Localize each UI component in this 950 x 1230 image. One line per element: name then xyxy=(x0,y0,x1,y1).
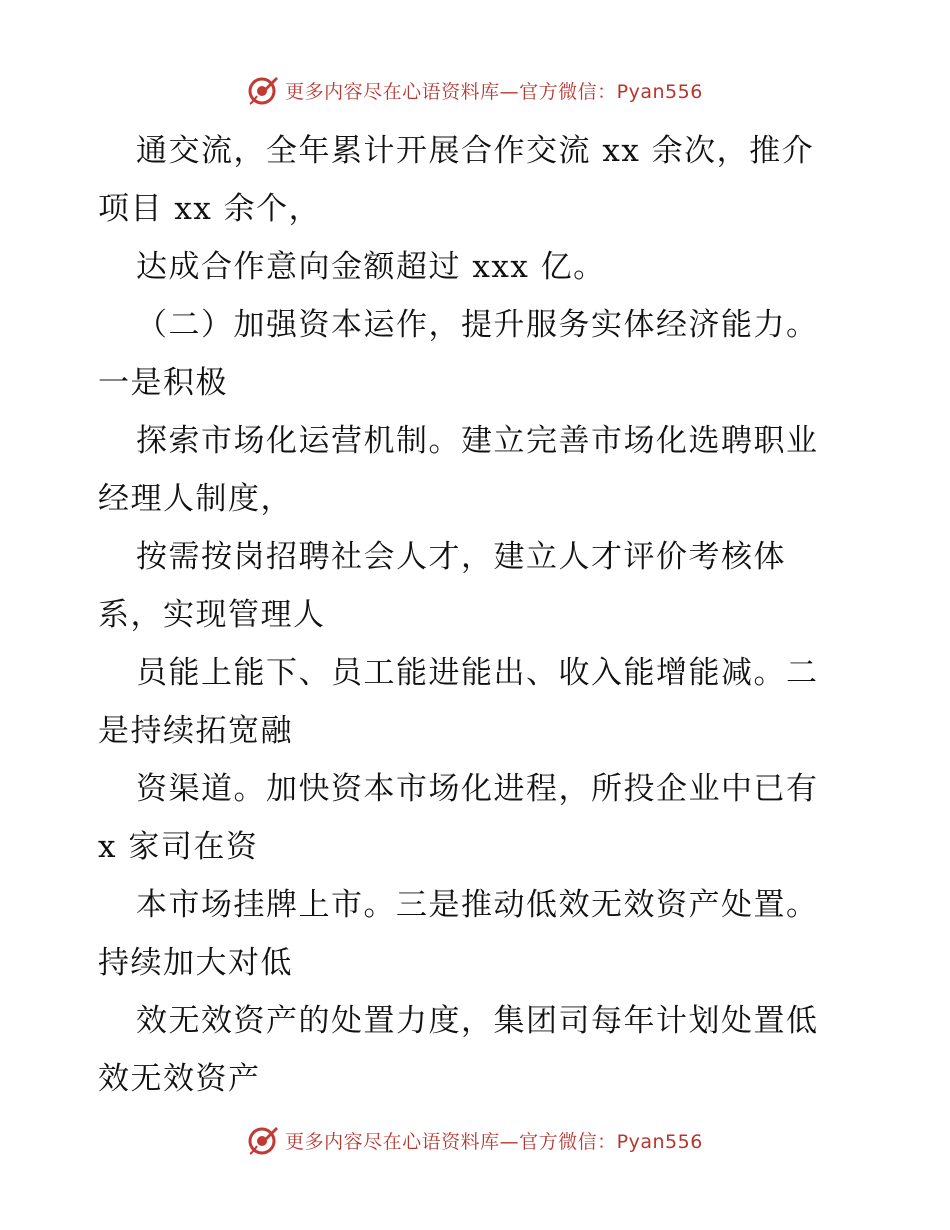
body-line: 效无效资产的处置力度，集团司每年计划处置低 xyxy=(136,1003,819,1039)
body-line: 系，实现管理人 xyxy=(98,597,326,633)
header-banner xyxy=(0,68,950,112)
body-line: 员能上能下、员工能进能出、收入能增能减。二 xyxy=(136,655,819,691)
body-line: 一是积极 xyxy=(98,365,228,401)
body-line: 按需按岗招聘社会人才，建立人才评价考核体 xyxy=(136,539,786,575)
pen-logo-icon xyxy=(247,74,279,106)
header-banner-text: 更多内容尽在心语资料库—官方微信：Pyan556 xyxy=(285,80,703,103)
body-line: （二）加强资本运作，提升服务实体经济能力。 xyxy=(136,307,819,343)
footer-banner xyxy=(0,1118,950,1162)
body-line: 资渠道。加快资本市场化进程，所投企业中已有 xyxy=(136,771,819,807)
body-line: 项目 xx 余个， xyxy=(98,191,322,227)
body-line: 探索市场化运营机制。建立完善市场化选聘职业 xyxy=(136,423,819,459)
footer-banner-text: 更多内容尽在心语资料库—官方微信：Pyan556 xyxy=(285,1130,703,1153)
body-line: 经理人制度， xyxy=(98,481,293,517)
body-line: 通交流，全年累计开展合作交流 xx 余次，推介 xyxy=(136,133,815,169)
document-body xyxy=(98,122,858,1108)
body-line: 效无效资产 xyxy=(98,1061,261,1097)
pen-logo-icon xyxy=(247,1124,279,1156)
body-line: 达成合作意向金额超过 xxx 亿。 xyxy=(136,249,606,285)
body-line: 持续加大对低 xyxy=(98,945,293,981)
body-line: x 家司在资 xyxy=(98,829,259,865)
body-line: 是持续拓宽融 xyxy=(98,713,293,749)
body-line: 本市场挂牌上市。三是推动低效无效资产处置。 xyxy=(136,887,819,923)
